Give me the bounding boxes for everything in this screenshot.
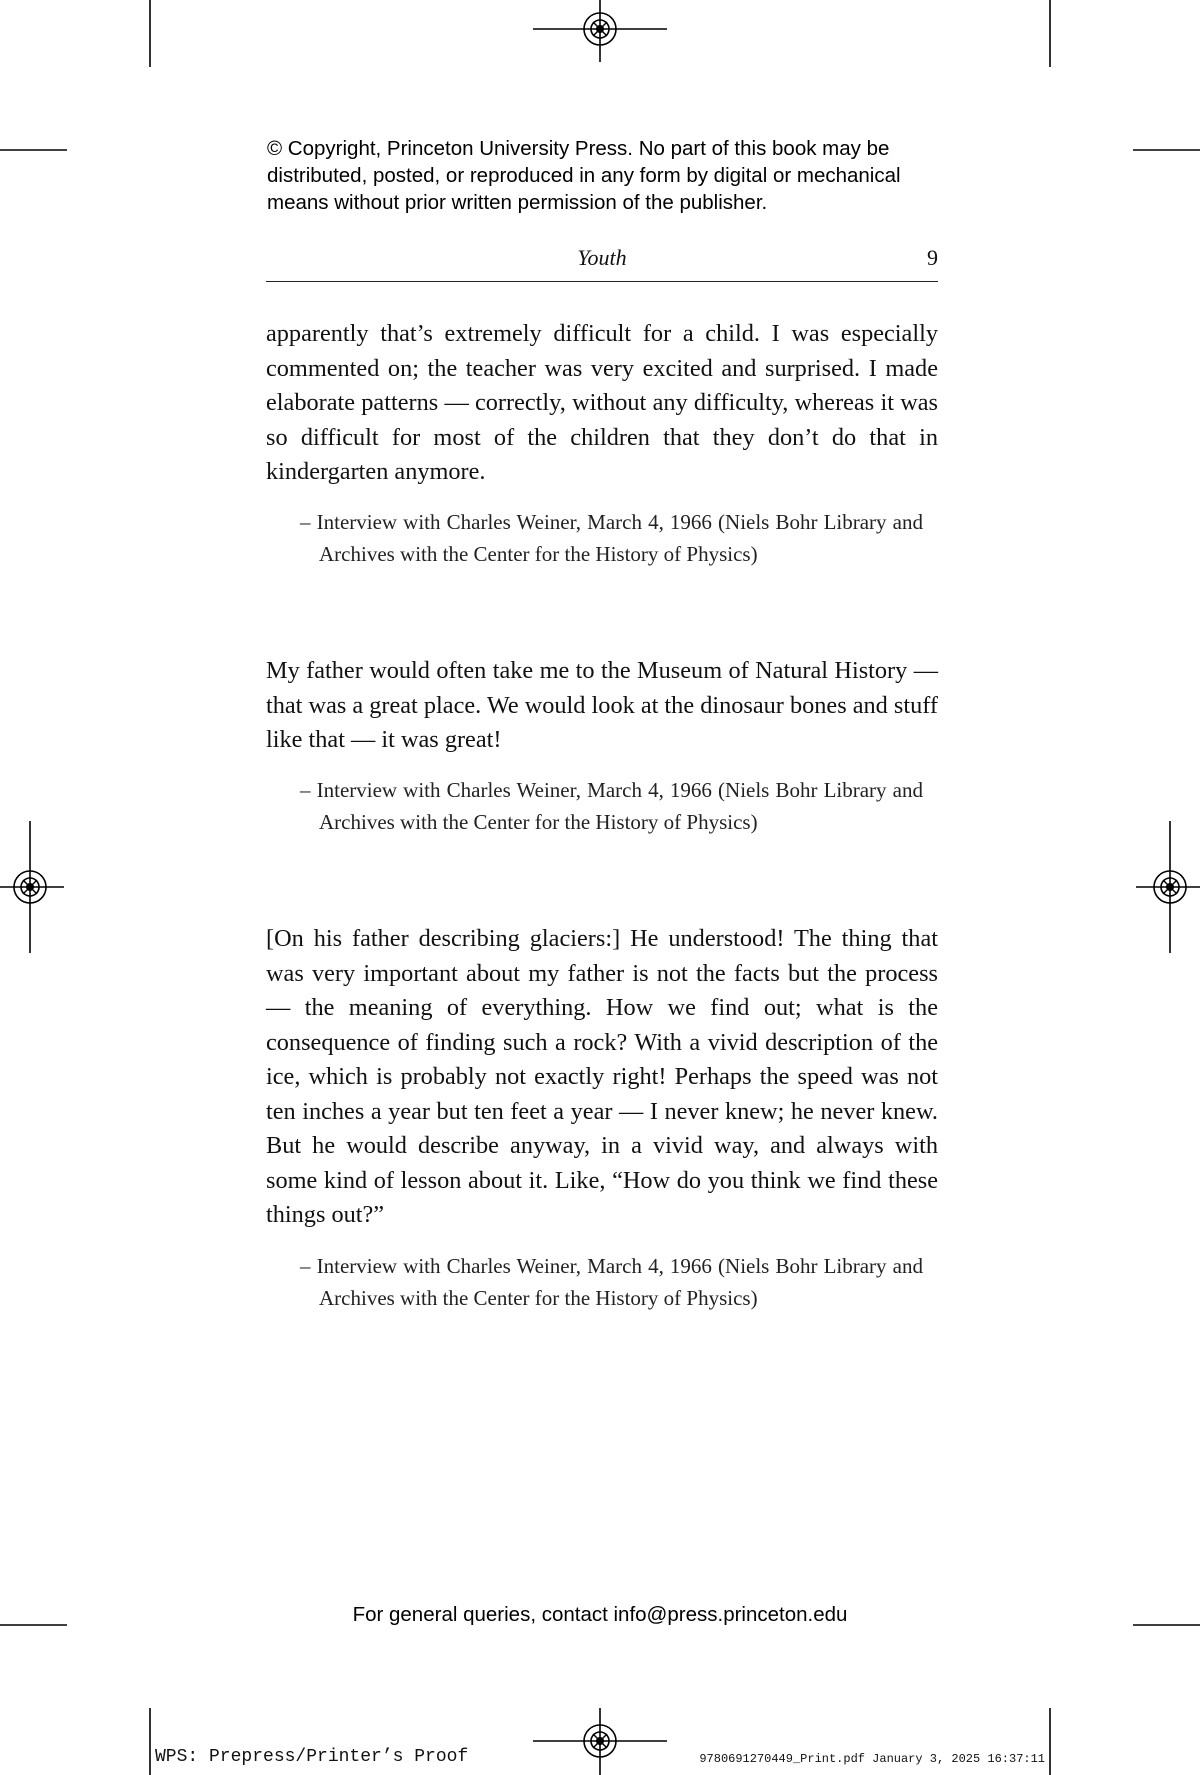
quote-passage: [On his father describing glaciers:] He understood! The thing that was very important about my father is not the facts but the process — the meaning of everything. How we find out; what is the consequence of finding such a rock? With a vivid description of the ice, which is probably not exactly right! Perhaps the speed was not ten inches a year but ten feet a year — I never knew; he never knew. But he would describe anyway, in a vivid way, and always with some kind of lesson about it. Like, “How do you think we find these things out?” bbox=[266, 925, 938, 1228]
proof-slug-label: WPS: Prepress/Printer’s Proof bbox=[155, 1747, 469, 1767]
quote-passage: My father would often take me to the Museum of Natural History — that was a great place. We would look at the dinosaur bones and stuff like that — it was great! bbox=[266, 657, 938, 753]
page-number: 9 bbox=[927, 245, 938, 270]
running-head bbox=[266, 245, 938, 282]
quote-passage: apparently that’s extremely difficult for a child. I was especially commented on; the teacher was very excited and surprised. I made elaborate patterns — correctly, without any difficulty, whereas it was so difficult for most of the children that they don’t do that in kindergarten anymore. bbox=[266, 320, 938, 485]
copyright-notice: © Copyright, Princeton University Press. No part of this book may be distributed, posted, or reproduced in any form by digital or mechanical means without prior written permission of the publisher. bbox=[267, 137, 901, 214]
quote-source: – Interview with Charles Weiner, March 4, 1966 (Niels Bohr Library and Archives with the Center for the History of Physics) bbox=[300, 510, 923, 566]
quote-source: – Interview with Charles Weiner, March 4, 1966 (Niels Bohr Library and Archives with the Center for the History of Physics) bbox=[300, 1254, 923, 1310]
footer-contact-line: For general queries, contact info@press.princeton.edu bbox=[352, 1603, 848, 1626]
proof-file-info: 9780691270449_Print.pdf January 3, 2025 16:37:11 bbox=[699, 1752, 1045, 1766]
quote-source: – Interview with Charles Weiner, March 4, 1966 (Niels Bohr Library and Archives with the Center for the History of Physics) bbox=[300, 778, 923, 834]
running-head-title: Youth bbox=[577, 245, 627, 270]
